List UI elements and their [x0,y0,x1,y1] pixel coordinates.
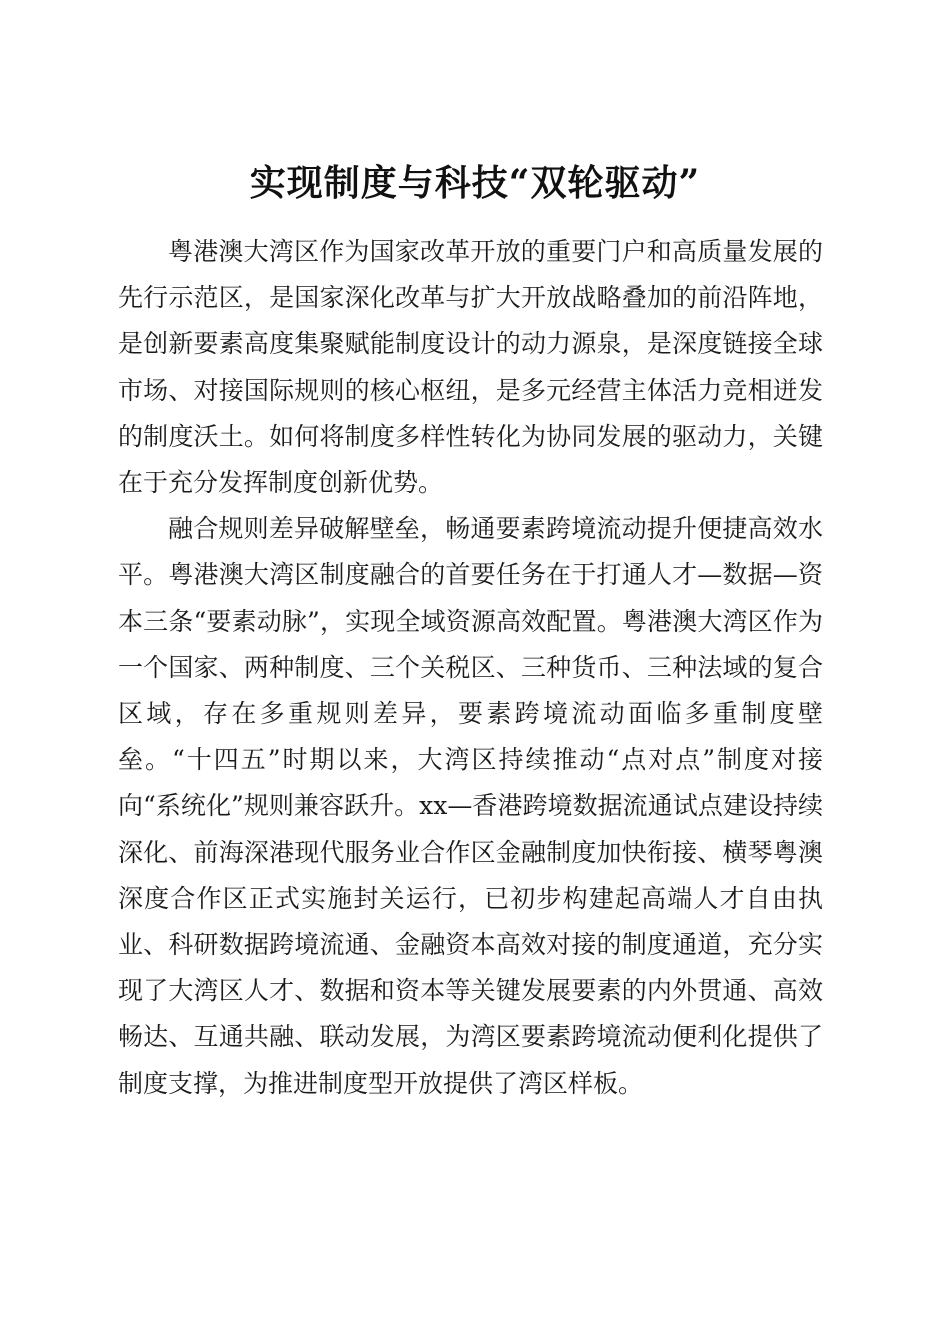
paragraph-intro: 粤港澳大湾区作为国家改革开放的重要门户和高质量发展的先行示范区，是国家深化改革与扩大开放战略叠加的前沿阵地，是创新要素高度集聚赋能制度设计的动力源泉，是深度链接全球市场、对接国际规则的核心枢纽，是多元经营主体活力竞相迸发的制度沃土。如何将制度多样性转化为协同发展的驱动力，关键在于充分发挥制度创新优势。 [118,237,823,498]
document-title: 实现制度与科技“双轮驱动” [249,162,701,205]
paragraph-rules-integration: 融合规则差异破解壁垒，畅通要素跨境流动提升便捷高效水平。粤港澳大湾区制度融合的首要任务在于打通人才—数据—资本三条“要素动脉”，实现全域资源高效配置。粤港澳大湾区作为一个国家、两种制度、三个关税区、三种货币、三种法域的复合区域，存在多重规则差异，要素跨境流动面临多重制度壁垒。“十四五”时期以来，大湾区持续推动“点对点”制度对接向“系统化”规则兼容跃升。xx—香港跨境数据流通试点建设持续深化、前海深港现代服务业合作区金融制度加快衔接、横琴粤澳深度合作区正式实施封关运行，已初步构建起高端人才自由执业、科研数据跨境流通、金融资本高效对接的制度通道，充分实现了大湾区人才、数据和资本等关键发展要素的内外贯通、高效畅达、互通共融、联动发展，为湾区要素跨境流动便利化提供了制度支撑，为推进制度型开放提供了湾区样板。 [118,514,823,1098]
document-body [118,229,823,1107]
